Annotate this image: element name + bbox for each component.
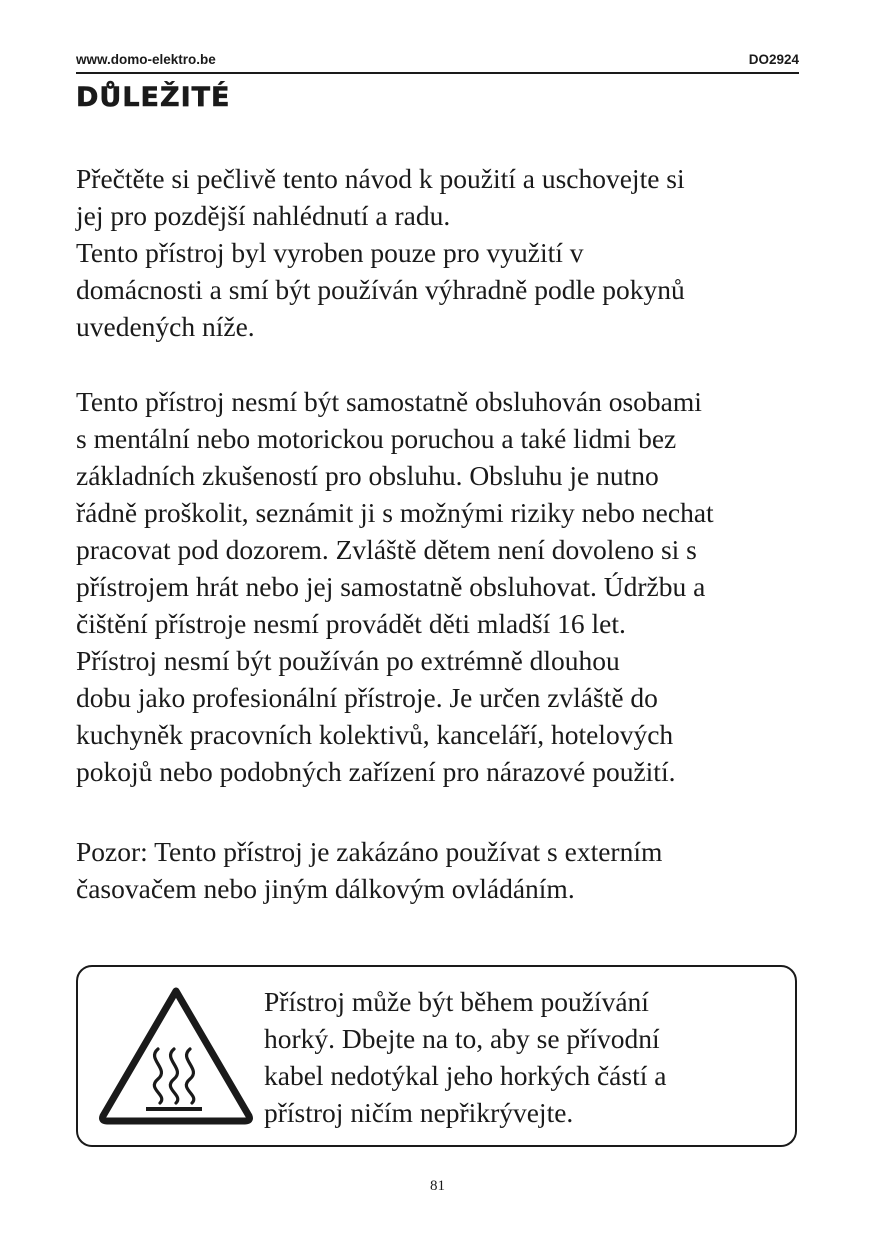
text-line: čištění přístroje nesmí provádět děti mladší 16 let. [76,608,626,639]
text-line: domácnosti a smí být používán výhradně podle pokynů [76,274,685,305]
hot-surface-warning-box [76,965,797,1147]
paragraph-intro [76,160,836,345]
text-line: Přečtěte si pečlivě tento návod k použití a uschovejte si [76,163,685,194]
text-line: dobu jako profesionální přístroje. Je určen zvláště do [76,682,658,713]
text-line: uvedených níže. [76,311,255,342]
text-line: Pozor: Tento přístroj je zakázáno používat s externím [76,836,663,867]
text-line: přístrojem hrát nebo jej samostatně obsluhovat. Údržbu a [76,571,706,602]
warning-line: přístroj ničím nepřikrývejte. [264,1097,574,1128]
text-line: s mentální nebo motorickou poruchou a také lidmi bez [76,423,677,454]
warning-line: Přístroj může být během používání [264,986,649,1017]
page-title: DŮLEŽITÉ [76,82,231,113]
text-line: pracovat pod dozorem. Zvláště dětem není dovoleno si s [76,534,697,565]
text-line: Tento přístroj byl vyroben pouze pro využití v [76,237,584,268]
warning-line: kabel nedotýkal jeho horkých částí a [264,1060,667,1091]
text-line: časovačem nebo jiným dálkovým ovládáním. [76,873,575,904]
text-line: kuchyněk pracovních kolektivů, kanceláří, hotelových [76,719,674,750]
paragraph-caution [76,833,836,907]
page-number: 81 [430,1178,445,1194]
header-divider [76,72,799,74]
page-header [76,52,799,70]
text-line: Tento přístroj nesmí být samostatně obsluhován osobami [76,386,702,417]
warning-message [264,983,784,1131]
text-line: jej pro pozdější nahlédnutí a radu. [76,200,451,231]
paragraph-safety [76,383,836,790]
model-number: DO2924 [748,52,799,67]
text-line: základních zkušeností pro obsluhu. Obsluhu je nutno [76,460,659,491]
website-url: www.domo-elektro.be [76,52,216,67]
warning-line: horký. Dbejte na to, aby se přívodní [264,1023,660,1054]
text-line: pokojů nebo podobných zařízení pro nárazové použití. [76,756,676,787]
hot-surface-warning-icon [98,985,254,1125]
text-line: Přístroj nesmí být používán po extrémně dlouhou [76,645,620,676]
text-line: řádně proškolit, seznámit ji s možnými riziky nebo nechat [76,497,714,528]
